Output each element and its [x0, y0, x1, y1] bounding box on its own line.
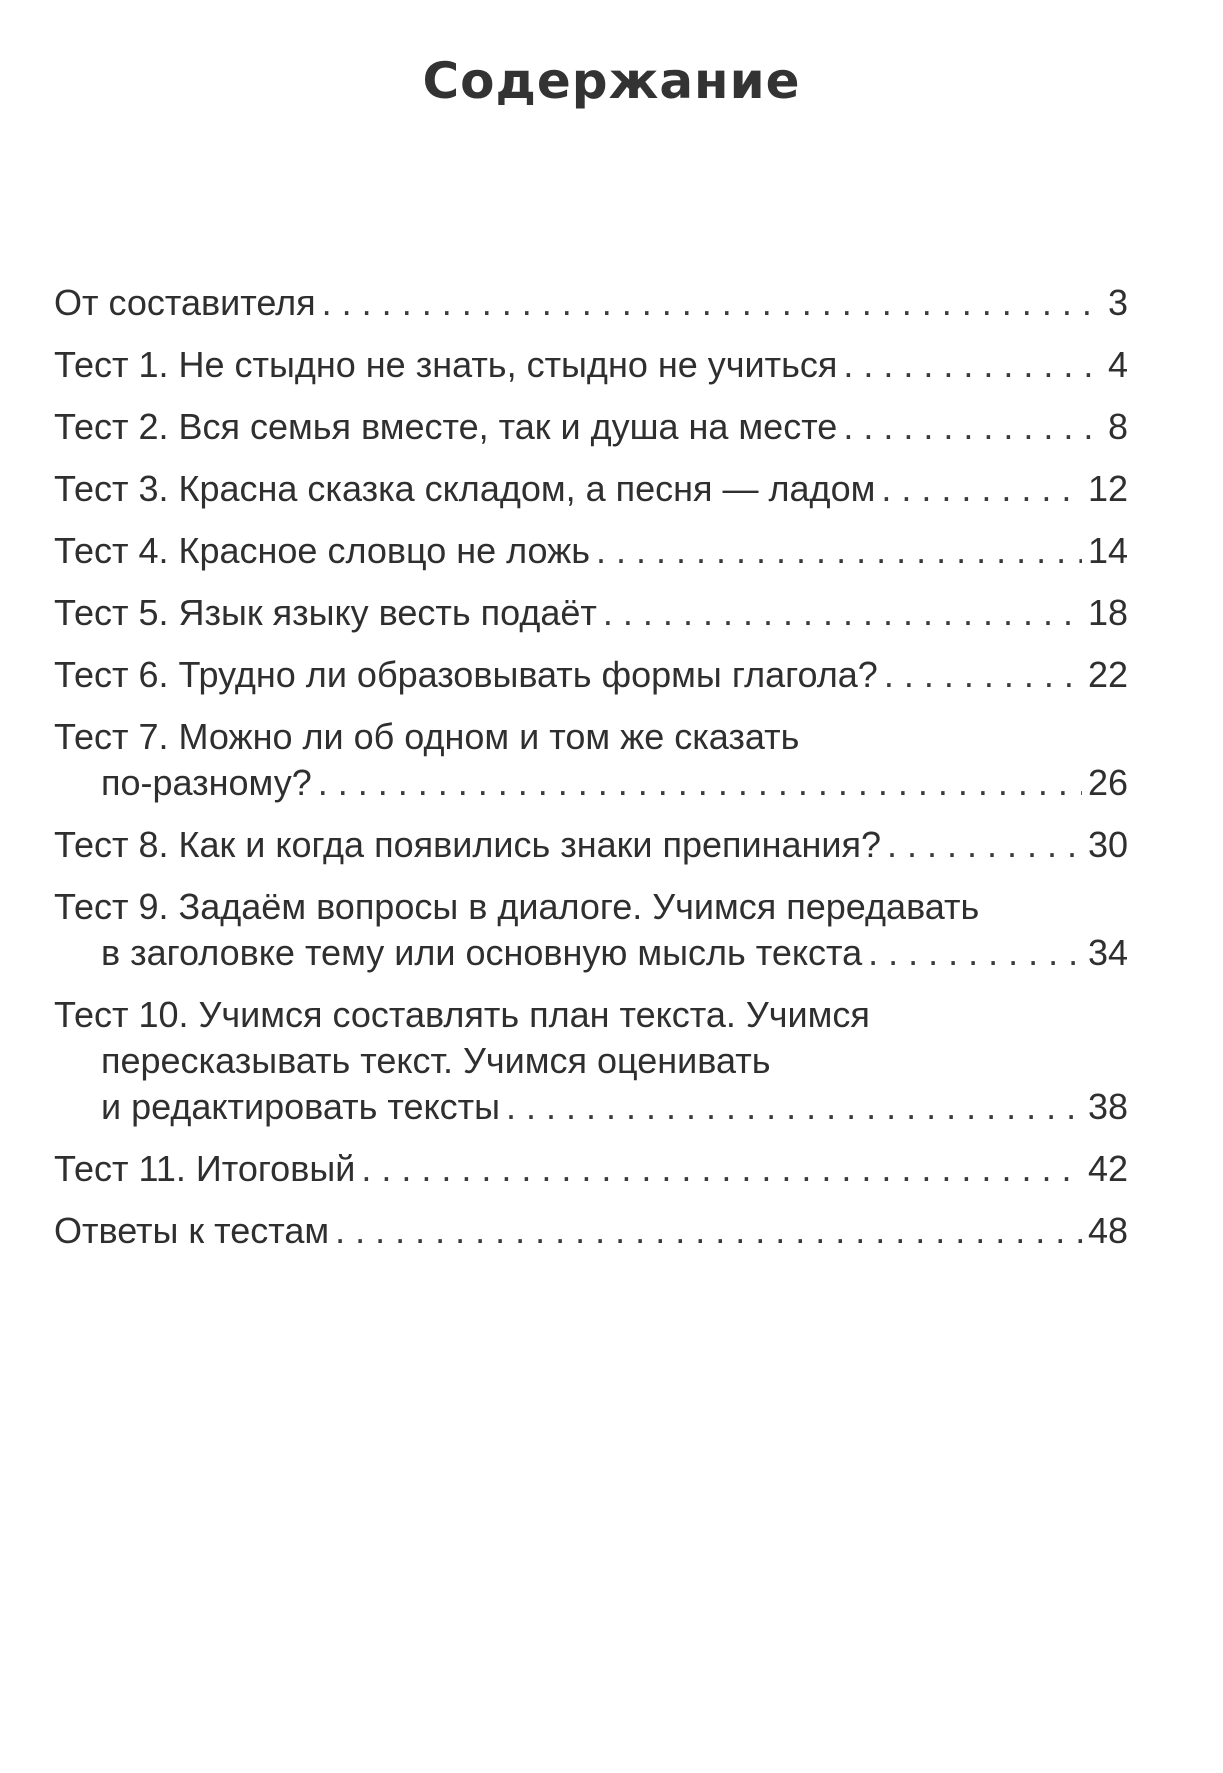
toc-entry[interactable] — [54, 652, 1128, 698]
toc-entry[interactable] — [54, 1146, 1128, 1192]
dot-leader — [887, 822, 1082, 868]
dot-leader — [603, 590, 1082, 636]
toc-entry-title: Тест 8. Как и когда появились знаки препинания? — [54, 824, 882, 865]
toc-entry-title: и редактировать тексты — [101, 1086, 501, 1127]
toc-page-number: 18 — [1087, 592, 1128, 633]
toc-entry-line — [54, 280, 1128, 326]
toc-page-number: 3 — [1107, 282, 1128, 323]
toc-entry-title: Тест 6. Трудно ли образовывать формы глагола? — [54, 654, 878, 695]
toc-entry[interactable] — [54, 884, 1128, 976]
toc-page-number: 14 — [1087, 530, 1128, 571]
toc-entry-line — [54, 714, 1128, 760]
dot-leader — [318, 760, 1082, 806]
toc-entry-title: пересказывать текст. Учимся оценивать — [101, 1040, 771, 1081]
toc-entry[interactable] — [54, 992, 1128, 1130]
toc-entry[interactable] — [54, 590, 1128, 636]
toc-entry-title: Тест 3. Красна сказка складом, а песня — ладом — [54, 468, 876, 509]
toc-entry-line — [54, 992, 1128, 1038]
toc-page-number: 42 — [1087, 1148, 1128, 1189]
toc-entry-continuation-line — [54, 1084, 1128, 1130]
toc-page-number: 22 — [1087, 654, 1128, 695]
toc-page-number: 8 — [1107, 406, 1128, 447]
toc-entry-line — [54, 466, 1128, 512]
dot-leader — [843, 342, 1102, 388]
toc-page-number: 48 — [1087, 1210, 1128, 1251]
toc-entry-line — [54, 528, 1128, 574]
dot-leader — [843, 404, 1102, 450]
toc-page-number: 38 — [1087, 1086, 1128, 1127]
toc-entry[interactable] — [54, 528, 1128, 574]
toc-entry-title: От составителя — [54, 282, 316, 323]
toc-entry-title: по-разному? — [101, 762, 312, 803]
toc-entry-title: Тест 11. Итоговый — [54, 1148, 356, 1189]
toc-page-number: 4 — [1107, 344, 1128, 385]
toc-entry-continuation-line — [54, 760, 1128, 806]
toc-entry[interactable] — [54, 466, 1128, 512]
toc-entry[interactable] — [54, 1208, 1128, 1254]
toc-entry-title: Тест 7. Можно ли об одном и том же сказать — [54, 716, 800, 757]
toc-entry-title: в заголовке тему или основную мысль текста — [101, 932, 863, 973]
toc-entry-line — [54, 342, 1128, 388]
dot-leader — [881, 466, 1082, 512]
toc-entry[interactable] — [54, 404, 1128, 450]
toc-page-number: 26 — [1087, 762, 1128, 803]
toc-entry[interactable] — [54, 280, 1128, 326]
toc-entry[interactable] — [54, 342, 1128, 388]
toc-entry-title: Тест 5. Язык языку весть подаёт — [54, 592, 597, 633]
toc-entry-continuation-line — [54, 930, 1128, 976]
dot-leader — [322, 280, 1102, 326]
page-title: Содержание — [422, 52, 801, 110]
toc-entry-line — [54, 404, 1128, 450]
toc-entry-title: Тест 2. Вся семья вместе, так и душа на месте — [54, 406, 838, 447]
dot-leader — [506, 1084, 1082, 1130]
dot-leader — [335, 1208, 1082, 1254]
toc-page-number: 30 — [1087, 824, 1128, 865]
toc-entry-title: Тест 4. Красное словцо не ложь — [54, 530, 591, 571]
toc-entry-title: Ответы к тестам — [54, 1210, 330, 1251]
dot-leader — [596, 528, 1082, 574]
toc-entry-title: Тест 10. Учимся составлять план текста. Учимся — [54, 994, 870, 1035]
toc-entry-title: Тест 1. Не стыдно не знать, стыдно не учиться — [54, 344, 838, 385]
toc-entry-line — [54, 1208, 1128, 1254]
toc-entry-line — [54, 652, 1128, 698]
toc-page-number: 34 — [1087, 932, 1128, 973]
toc-entry[interactable] — [54, 822, 1128, 868]
toc-entry-line — [54, 1146, 1128, 1192]
toc-entry-continuation-line — [54, 1038, 1128, 1084]
toc-page-number: 12 — [1087, 468, 1128, 509]
toc-entry[interactable] — [54, 714, 1128, 806]
toc-entry-title: Тест 9. Задаём вопросы в диалоге. Учимся передавать — [54, 886, 980, 927]
dot-leader — [361, 1146, 1082, 1192]
toc-entry-line — [54, 590, 1128, 636]
toc-entry-line — [54, 884, 1128, 930]
dot-leader — [868, 930, 1082, 976]
table-of-contents — [54, 280, 1128, 1270]
dot-leader — [884, 652, 1082, 698]
toc-entry-line — [54, 822, 1128, 868]
